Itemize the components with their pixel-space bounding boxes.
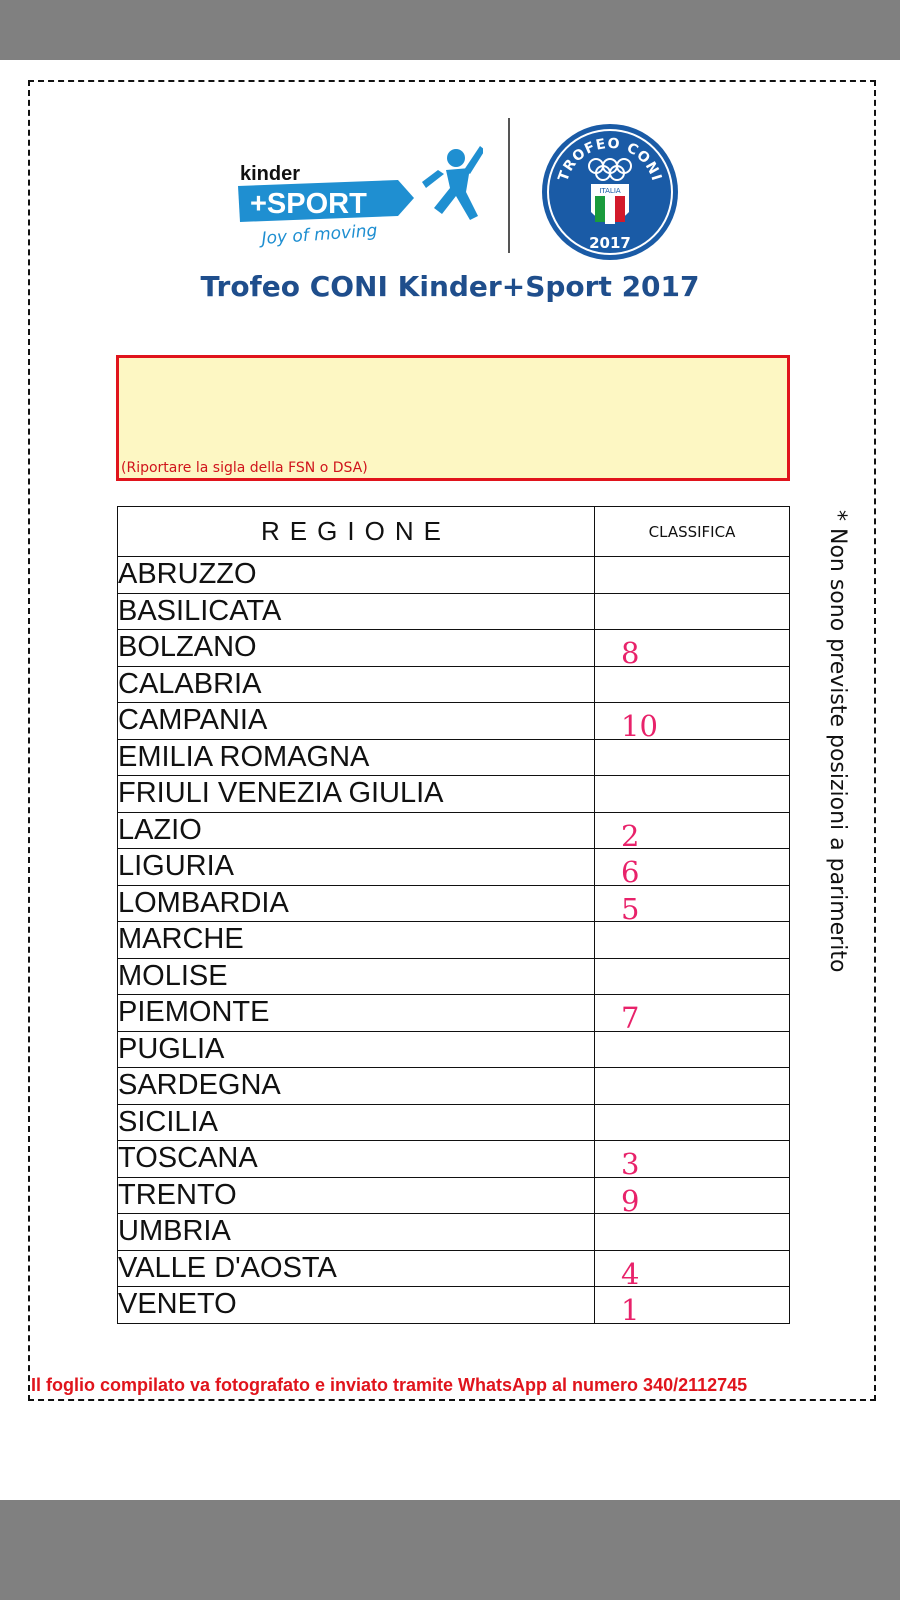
table-row (118, 1214, 790, 1251)
rank-input-cell[interactable] (595, 922, 790, 959)
table-row (118, 1141, 790, 1178)
region-name-cell: ABRUZZO (118, 557, 595, 594)
rank-input-cell[interactable] (595, 703, 790, 743)
region-name-cell: VENETO (118, 1287, 595, 1324)
coni-shield-text: ITALIA (599, 187, 621, 195)
rank-input-cell[interactable] (595, 885, 790, 926)
rank-value: 2 (621, 818, 640, 853)
table-row (118, 849, 790, 886)
region-name-cell: MARCHE (118, 922, 595, 959)
whatsapp-instruction: Il foglio compilato va fotografato e inviato tramite WhatsApp al numero 340/2112745 (31, 1375, 748, 1395)
rank-input-cell[interactable] (595, 1250, 790, 1291)
table-row (118, 1177, 790, 1214)
rank-input-cell[interactable] (595, 1141, 790, 1181)
sport-label-text: +SPORT (250, 188, 367, 220)
table-row (118, 739, 790, 776)
table-row (118, 1250, 790, 1287)
region-name-cell: TOSCANA (118, 1141, 595, 1178)
rank-value: 6 (621, 855, 640, 889)
rank-value: 1 (621, 1293, 640, 1327)
table-row (118, 1031, 790, 1068)
rank-input-cell[interactable] (595, 1068, 790, 1105)
italia-shield-icon (591, 184, 629, 224)
region-column-header: REGIONE (118, 507, 595, 557)
rank-value: 10 (621, 709, 658, 743)
viewer-top-bar (0, 0, 900, 60)
rank-input-cell[interactable] (595, 739, 790, 776)
region-name-cell: LAZIO (118, 812, 595, 849)
region-name-cell: CAMPANIA (118, 703, 595, 740)
region-name-cell: SICILIA (118, 1104, 595, 1141)
regions-ranking-table (117, 506, 790, 1327)
table-row (118, 958, 790, 995)
tie-rule-note: * Non sono previste posizioni a parimerito (825, 510, 850, 973)
rank-input-cell[interactable] (595, 995, 790, 1035)
region-name-cell: PUGLIA (118, 1031, 595, 1068)
rank-value: 7 (621, 1001, 640, 1035)
table-row (118, 885, 790, 922)
federation-input-hint: (Riportare la sigla della FSN o DSA) (121, 460, 368, 476)
region-name-cell: VALLE D'AOSTA (118, 1250, 595, 1287)
header-logos (238, 110, 688, 260)
region-name-cell: LOMBARDIA (118, 885, 595, 922)
tagline-text: Joy of moving (260, 220, 379, 249)
table-row (118, 812, 790, 849)
region-name-cell: CALABRIA (118, 666, 595, 703)
region-name-cell: PIEMONTE (118, 995, 595, 1032)
rank-input-cell[interactable] (595, 1177, 790, 1218)
kinder-sport-logo (238, 130, 483, 250)
rank-input-cell[interactable] (595, 849, 790, 889)
rank-value: 5 (621, 891, 640, 926)
table-row (118, 1104, 790, 1141)
region-name-cell: BOLZANO (118, 630, 595, 667)
region-name-cell: EMILIA ROMAGNA (118, 739, 595, 776)
rank-value: 3 (621, 1147, 640, 1181)
region-name-cell: TRENTO (118, 1177, 595, 1214)
viewer-bottom-bar (0, 1500, 900, 1600)
table-row (118, 776, 790, 813)
table-row (118, 995, 790, 1032)
ranking-table-body (118, 557, 790, 1327)
rank-value: 4 (621, 1256, 640, 1291)
jumping-figure-icon (422, 146, 483, 220)
region-name-cell: LIGURIA (118, 849, 595, 886)
rank-input-cell[interactable] (595, 630, 790, 670)
table-row (118, 630, 790, 667)
rank-input-cell[interactable] (595, 1214, 790, 1251)
region-name-cell: MOLISE (118, 958, 595, 995)
table-row (118, 1068, 790, 1105)
table-header-row (118, 507, 790, 557)
rank-input-cell[interactable] (595, 1031, 790, 1068)
region-name-cell: UMBRIA (118, 1214, 595, 1251)
rank-input-cell[interactable] (595, 812, 790, 853)
document-title: Trofeo CONI Kinder+Sport 2017 (200, 270, 700, 303)
table-row (118, 703, 790, 740)
table-row (118, 593, 790, 630)
table-row (118, 1287, 790, 1324)
kinder-brand-text: kinder (240, 163, 301, 185)
table-row (118, 666, 790, 703)
rank-input-cell[interactable] (595, 593, 790, 630)
rank-input-cell[interactable] (595, 1104, 790, 1141)
rank-input-cell[interactable] (595, 557, 790, 594)
table-row (118, 557, 790, 594)
rank-input-cell[interactable] (595, 958, 790, 995)
rank-value: 9 (621, 1183, 640, 1218)
coni-ring-text: TROFEO CONI (555, 135, 665, 184)
federation-input-box[interactable] (116, 355, 790, 481)
rank-input-cell[interactable] (595, 1287, 790, 1327)
region-name-cell: SARDEGNA (118, 1068, 595, 1105)
rank-value: 8 (621, 636, 640, 670)
rank-input-cell[interactable] (595, 776, 790, 813)
rank-input-cell[interactable] (595, 666, 790, 703)
rank-column-header: CLASSIFICA (595, 507, 790, 557)
region-name-cell: BASILICATA (118, 593, 595, 630)
table-row (118, 922, 790, 959)
region-name-cell: FRIULI VENEZIA GIULIA (118, 776, 595, 813)
logo-divider (508, 118, 510, 253)
coni-year-text: 2017 (589, 234, 631, 252)
trofeo-coni-emblem (540, 122, 680, 262)
